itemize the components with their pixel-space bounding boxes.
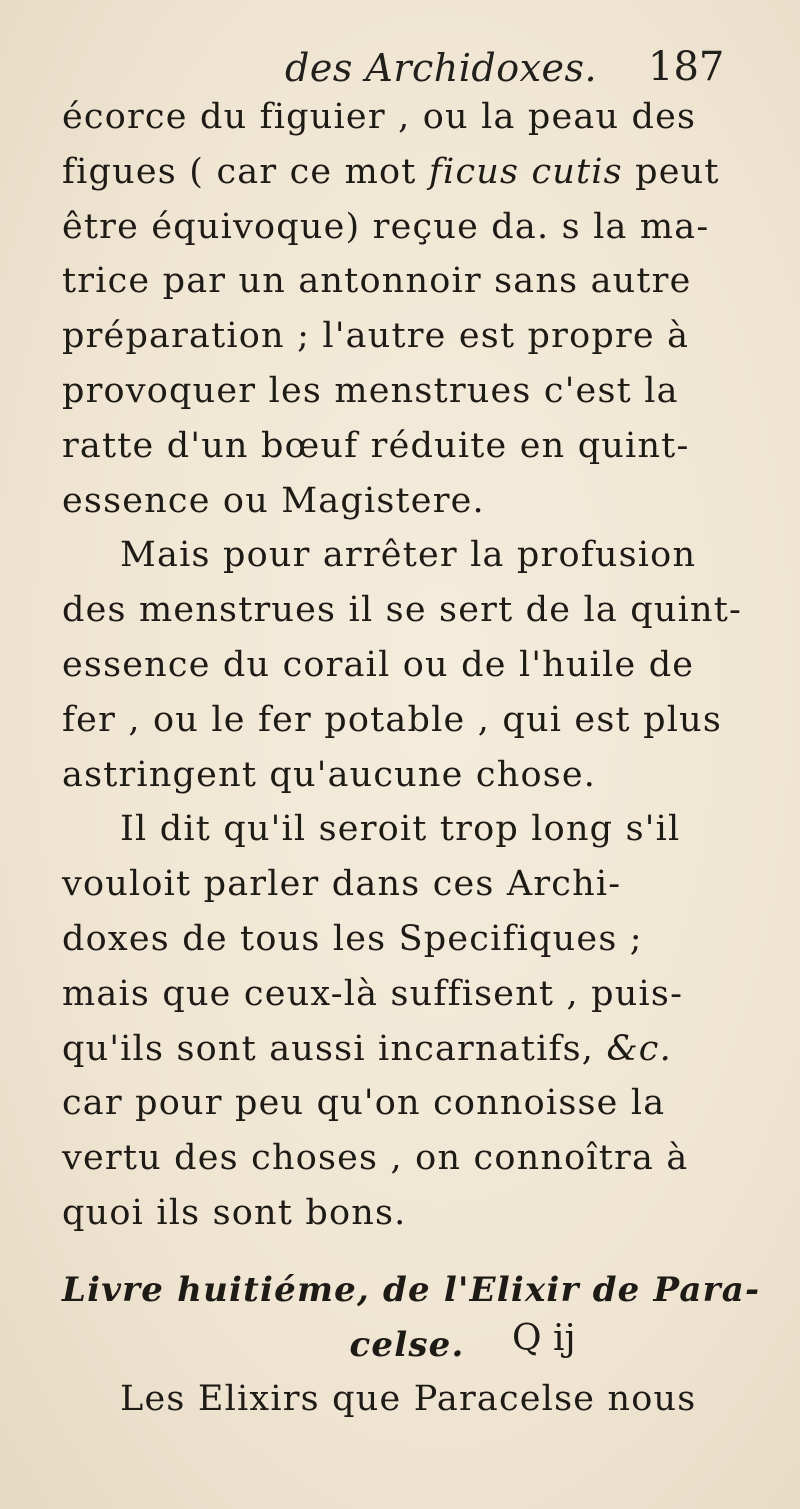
signature-mark: Q ij xyxy=(512,1318,576,1359)
text-line: Les Elixirs que Paracelse nous xyxy=(120,1379,697,1420)
text-span: peut xyxy=(622,151,720,192)
text-line: être équivoque) reçue da. s la ma- xyxy=(62,206,710,247)
text-line: ratte d'un bœuf réduite en quint- xyxy=(62,425,690,466)
text-line: astringent qu'aucune chose. xyxy=(62,754,597,795)
text-line: doxes de tous les Specifiques ; xyxy=(62,918,643,959)
text-line: provoquer les menstrues c'est la xyxy=(62,370,679,411)
body-text xyxy=(62,90,761,1427)
etc-abbrev: &c. xyxy=(606,1028,672,1069)
text-line xyxy=(62,145,752,200)
text-line: Mais pour arrêter la profusion xyxy=(120,535,697,576)
text-span: qu'ils sont aussi incarnatifs, xyxy=(62,1028,607,1069)
page-number: 187 xyxy=(648,44,725,90)
text-line: essence du corail ou de l'huile de xyxy=(62,644,695,685)
text-line xyxy=(62,1022,752,1077)
text-line: écorce du figuier , ou la peau des xyxy=(62,97,697,137)
section-heading: celse. xyxy=(349,1324,465,1365)
spacer xyxy=(62,1241,752,1263)
text-line: des menstrues il se sert de la quint- xyxy=(62,590,743,631)
text-line: Il dit qu'il seroit trop long s'il xyxy=(120,809,681,850)
text-line: fer , ou le fer potable , qui est plus xyxy=(62,699,722,740)
section-heading: Livre huitiéme, de l'Elixir de Para- xyxy=(62,1269,761,1310)
text-line: trice par un antonnoir sans autre xyxy=(62,261,692,302)
page-header xyxy=(0,38,800,98)
text-line: préparation ; l'autre est propre à xyxy=(62,316,690,357)
text-span: figues ( car ce mot xyxy=(62,151,429,192)
text-line: mais que ceux-là suffisent , puis- xyxy=(62,973,684,1014)
text-line: vouloit parler dans ces Archi- xyxy=(62,864,622,905)
latin-term: ficus cutis xyxy=(428,151,623,192)
text-line: vertu des choses , on connoîtra à xyxy=(62,1138,689,1179)
running-title: des Archidoxes. xyxy=(285,46,598,90)
text-line: car pour peu qu'on connoisse la xyxy=(62,1083,666,1124)
text-line: essence ou Magistere. xyxy=(62,480,485,521)
text-line: quoi ils sont bons. xyxy=(62,1192,407,1233)
